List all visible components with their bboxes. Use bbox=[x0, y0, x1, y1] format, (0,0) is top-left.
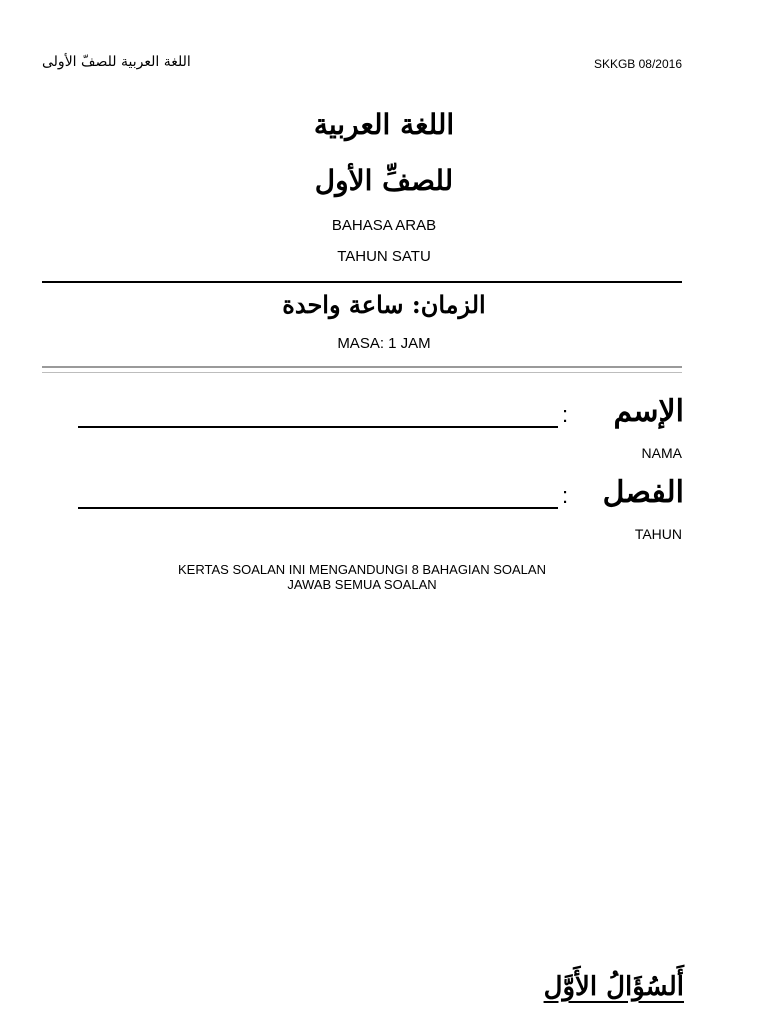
name-label-latin: NAMA bbox=[641, 445, 682, 461]
title-latin-grade: TAHUN SATU bbox=[337, 248, 431, 265]
name-colon: : bbox=[562, 402, 569, 427]
question-title: أَلسُؤَالُ الأَوَّل bbox=[543, 972, 684, 1002]
name-blank-line[interactable] bbox=[78, 426, 558, 428]
class-label-arabic: الفصل bbox=[602, 475, 684, 510]
instructions bbox=[100, 562, 624, 592]
divider-top bbox=[42, 281, 682, 283]
class-label-latin: TAHUN bbox=[634, 526, 682, 542]
divider-double bbox=[42, 366, 682, 373]
class-blank-line[interactable] bbox=[78, 507, 558, 509]
header-paper-code: SKKGB 08/2016 bbox=[593, 57, 682, 71]
class-colon: : bbox=[562, 483, 569, 508]
title-arabic-subject: اللغة العربية bbox=[313, 108, 455, 141]
instruction-line-1: KERTAS SOALAN INI MENGANDUNGI 8 BAHAGIAN SOALAN bbox=[178, 562, 546, 577]
time-arabic: الزمان: ساعة واحدة bbox=[282, 290, 486, 319]
title-arabic-grade: للصفِّ الأول bbox=[314, 164, 454, 197]
header-subject-text: اللغة العربية للصفّ الأولى bbox=[42, 54, 191, 70]
title-latin-subject: BAHASA ARAB bbox=[331, 217, 437, 234]
time-latin: MASA: 1 JAM bbox=[337, 335, 431, 352]
instruction-line-2: JAWAB SEMUA SOALAN bbox=[287, 577, 437, 592]
name-label-arabic: الإسم bbox=[613, 394, 684, 429]
